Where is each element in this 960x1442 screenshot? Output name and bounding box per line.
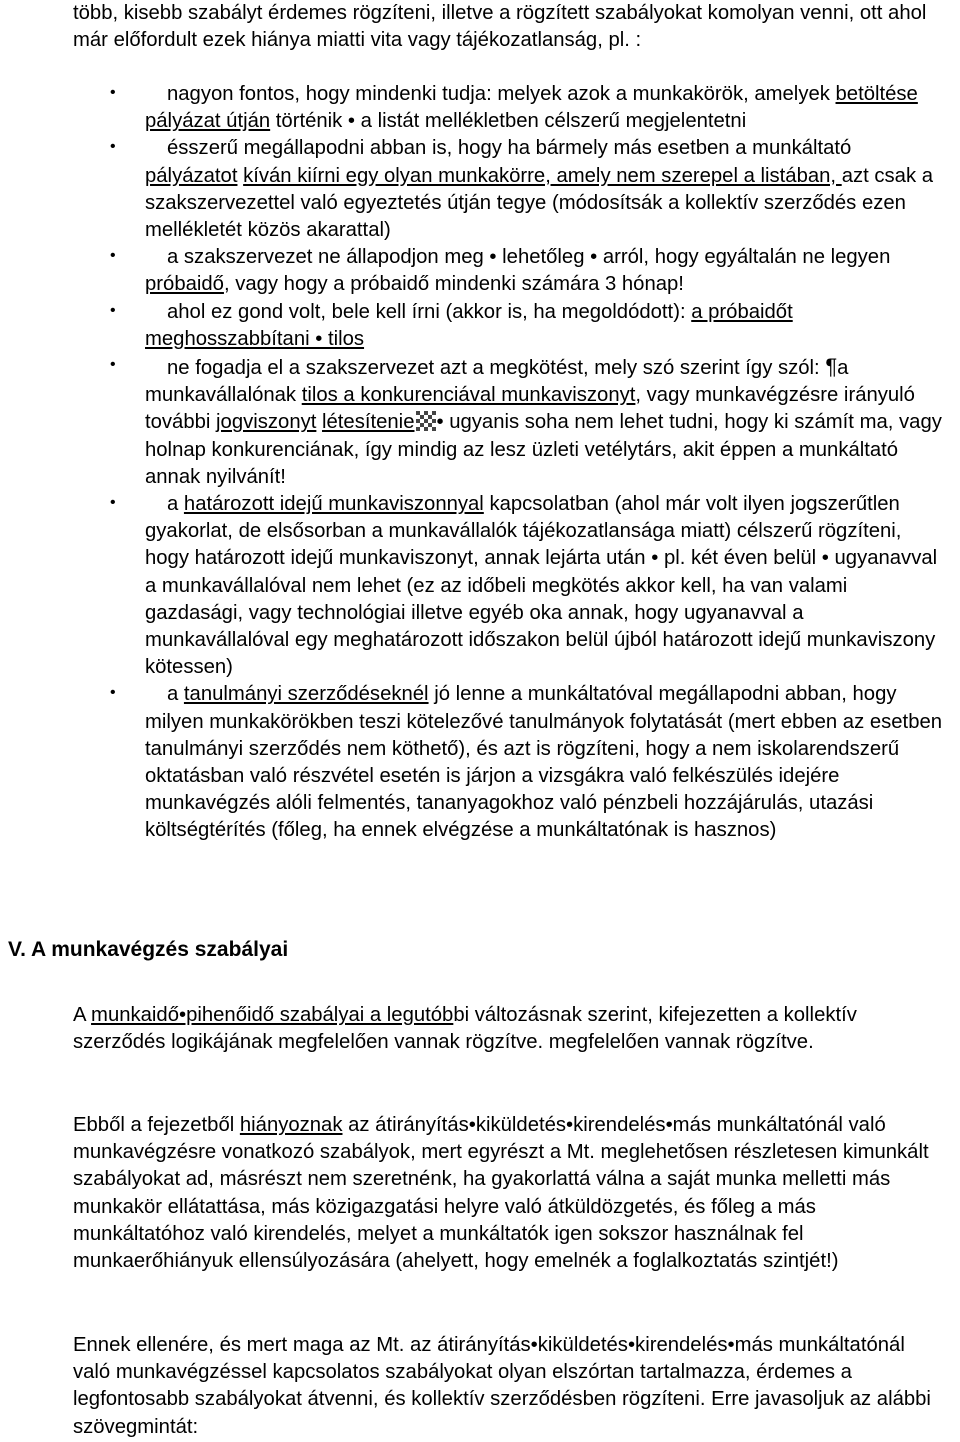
intro-paragraph: több, kisebb szabályt érdemes rögzíteni, illetve a rögzített szabályokat komolyan venni, ott ahol már előfordult ezek hiánya miatti vita vagy tájékozatlanság, pl. :	[73, 2, 927, 52]
underlined-text: jogviszonyt	[216, 411, 317, 434]
underlined-text: a próbaidőt meghosszabbítani • tilos	[145, 300, 793, 350]
comment-marker-icon	[416, 411, 436, 431]
underlined-text: kíván kiírni egy olyan munkakörre, amely nem szerepel a listában,	[243, 164, 842, 187]
list-item: • a határozott idejű munkaviszonnyal kapcsolatban (ahol már volt ilyen jogszerűtlen gyakorlat, de elsősorban a munkavállalók tájékozatlansága miatt) célszerű rögzíteni, hogy határozott idejű munkaviszonyt, annak lejárta után • pl. két éven belül • ugyanavval a munkavállalóval nem lehet (ez az időbeli megkötés akkor kell, ha van valami gazdasági, vagy technológiai illetve egyéb oka annak, hogy ugyanavval a munkavállalóval egy meghatározott időszakon belül újból határozott idejű munkaviszony kötessen)	[0, 491, 945, 681]
list-item: • nagyon fontos, hogy mindenki tudja: melyek azok a munkakörök, amelyek betöltése pályázat útján történik • a listát mellékletben célszerű megjelentetni	[0, 81, 945, 135]
bullet-icon: •	[110, 301, 116, 319]
paragraph-1: A munkaidő•pihenőidő szabályai a legutóbbi változásnak szerint, kifejezetten a kollektív szerződés logikájának megfelelően vannak rögzítve. megfelelően vannak rögzítve.	[73, 1004, 857, 1054]
underlined-text: pályázatot	[145, 164, 238, 187]
bullet-icon: •	[110, 494, 116, 512]
paragraph-3: Ennek ellenére, és mert maga az Mt. az átirányítás•kiküldetés•kirendelés•más munkáltatónál való munkavégzéssel kapcsolatos szabályokat olyan elszórtan tartalmazza, érdemes a legfontosabb szabályokat átvenni, és kollektív szerződésben rögzíteni. Erre javasoljuk az alábbi szövegmintát:	[73, 1334, 931, 1438]
paragraph-2: Ebből a fejezetből hiányoznak az átirányítás•kiküldetés•kirendelés•más munkáltatónál való munkavégzésre vonatkozó szabályok, mert egyrészt a Mt. meglehetősen részletesen kimunkált szabályokat ad, másrészt nem szeretnénk, ha gyakorlattá válna a saját munka melletti más munkakör ellátattása, más közigazgatási helyre való átküldözgetés, és főleg a más munkáltatóhoz való kirendelés, melyet a munkáltatók igen sokszor használnak fel munkaerőhiányuk ellensúlyozására (ahelyett, hogy emelnék a foglalkoztatás szintjét!)	[73, 1114, 929, 1273]
list-item: • a szakszervezet ne állapodjon meg • lehetőleg • arról, hogy egyáltalán ne legyen próbaidő, vagy hogy a próbaidő mindenki számára 3 hónap!	[0, 244, 945, 298]
list-item: • ésszerű megállapodni abban is, hogy ha bármely más esetben a munkáltató pályázatot kíván kiírni egy olyan munkakörre, amely nem szerepel a listában, azt csak a szakszervezettel való egyeztetés útján tegye (módosítsák a kollektív szerződés ezen mellékletét közös akarattal)	[0, 135, 945, 244]
bullet-icon: •	[110, 84, 116, 101]
list-item: • ahol ez gond volt, bele kell írni (akkor is, ha megoldódott): a próbaidőt meghosszabbítani • tilos	[0, 299, 945, 353]
bullet-icon: •	[110, 138, 116, 156]
list-item: • a tanulmányi szerződéseknél jó lenne a munkáltatóval megállapodni abban, hogy milyen munkakörökben teszi kötelezővé tanulmányok folytatását (mert ebben az esetben tanulmányi szerződés nem köthető), és azt is rögzíteni, hogy a nem iskolarendszerű oktatásban való részvétel esetén is járjon a vizsgákra való felkészülés idejére munkavégzés alóli felmentés, tananyagokhoz való pénzbeli hozzájárulás, utazási költségtérítés (főleg, ha ennek elvégzése a munkáltatónak is hasznos)	[0, 681, 945, 844]
section-heading: V. A munkavégzés szabályai	[8, 938, 289, 961]
underlined-text: betöltése pályázat útján	[145, 83, 918, 133]
bullet-icon: •	[110, 684, 116, 702]
bullet-icon: •	[110, 247, 116, 265]
underlined-text: létesítenie	[322, 411, 415, 434]
underlined-text: próbaidő	[145, 273, 224, 296]
underlined-text: tilos a konkurenciával munkaviszonyt	[301, 384, 636, 407]
bullet-icon: •	[110, 356, 116, 374]
underlined-text: munkaidő•pihenőidő szabályai a legutób	[91, 1004, 454, 1026]
pilcrow-icon: ¶	[825, 354, 838, 380]
underlined-text: tanulmányi szerződéseknél	[183, 683, 429, 706]
list-item: • ne fogadja el a szakszervezet azt a megkötést, mely szó szerint így szól: ¶a munkavállalónak tilos a konkurenciával munkaviszonyt, vagy munkavégzésre irányuló további jogviszonyt létesítenie • ugyanis soha nem lehet tudni, hogy ki számít ma, vagy holnap konkurenciának, így mindig az lesz üzleti vetélytárs, akit éppen a munkáltató annak nyilvánít!	[0, 353, 945, 491]
bullet-list	[0, 81, 960, 845]
underlined-text: határozott idejű munkaviszonnyal	[183, 493, 484, 516]
underlined-text: hiányoznak	[239, 1114, 343, 1136]
